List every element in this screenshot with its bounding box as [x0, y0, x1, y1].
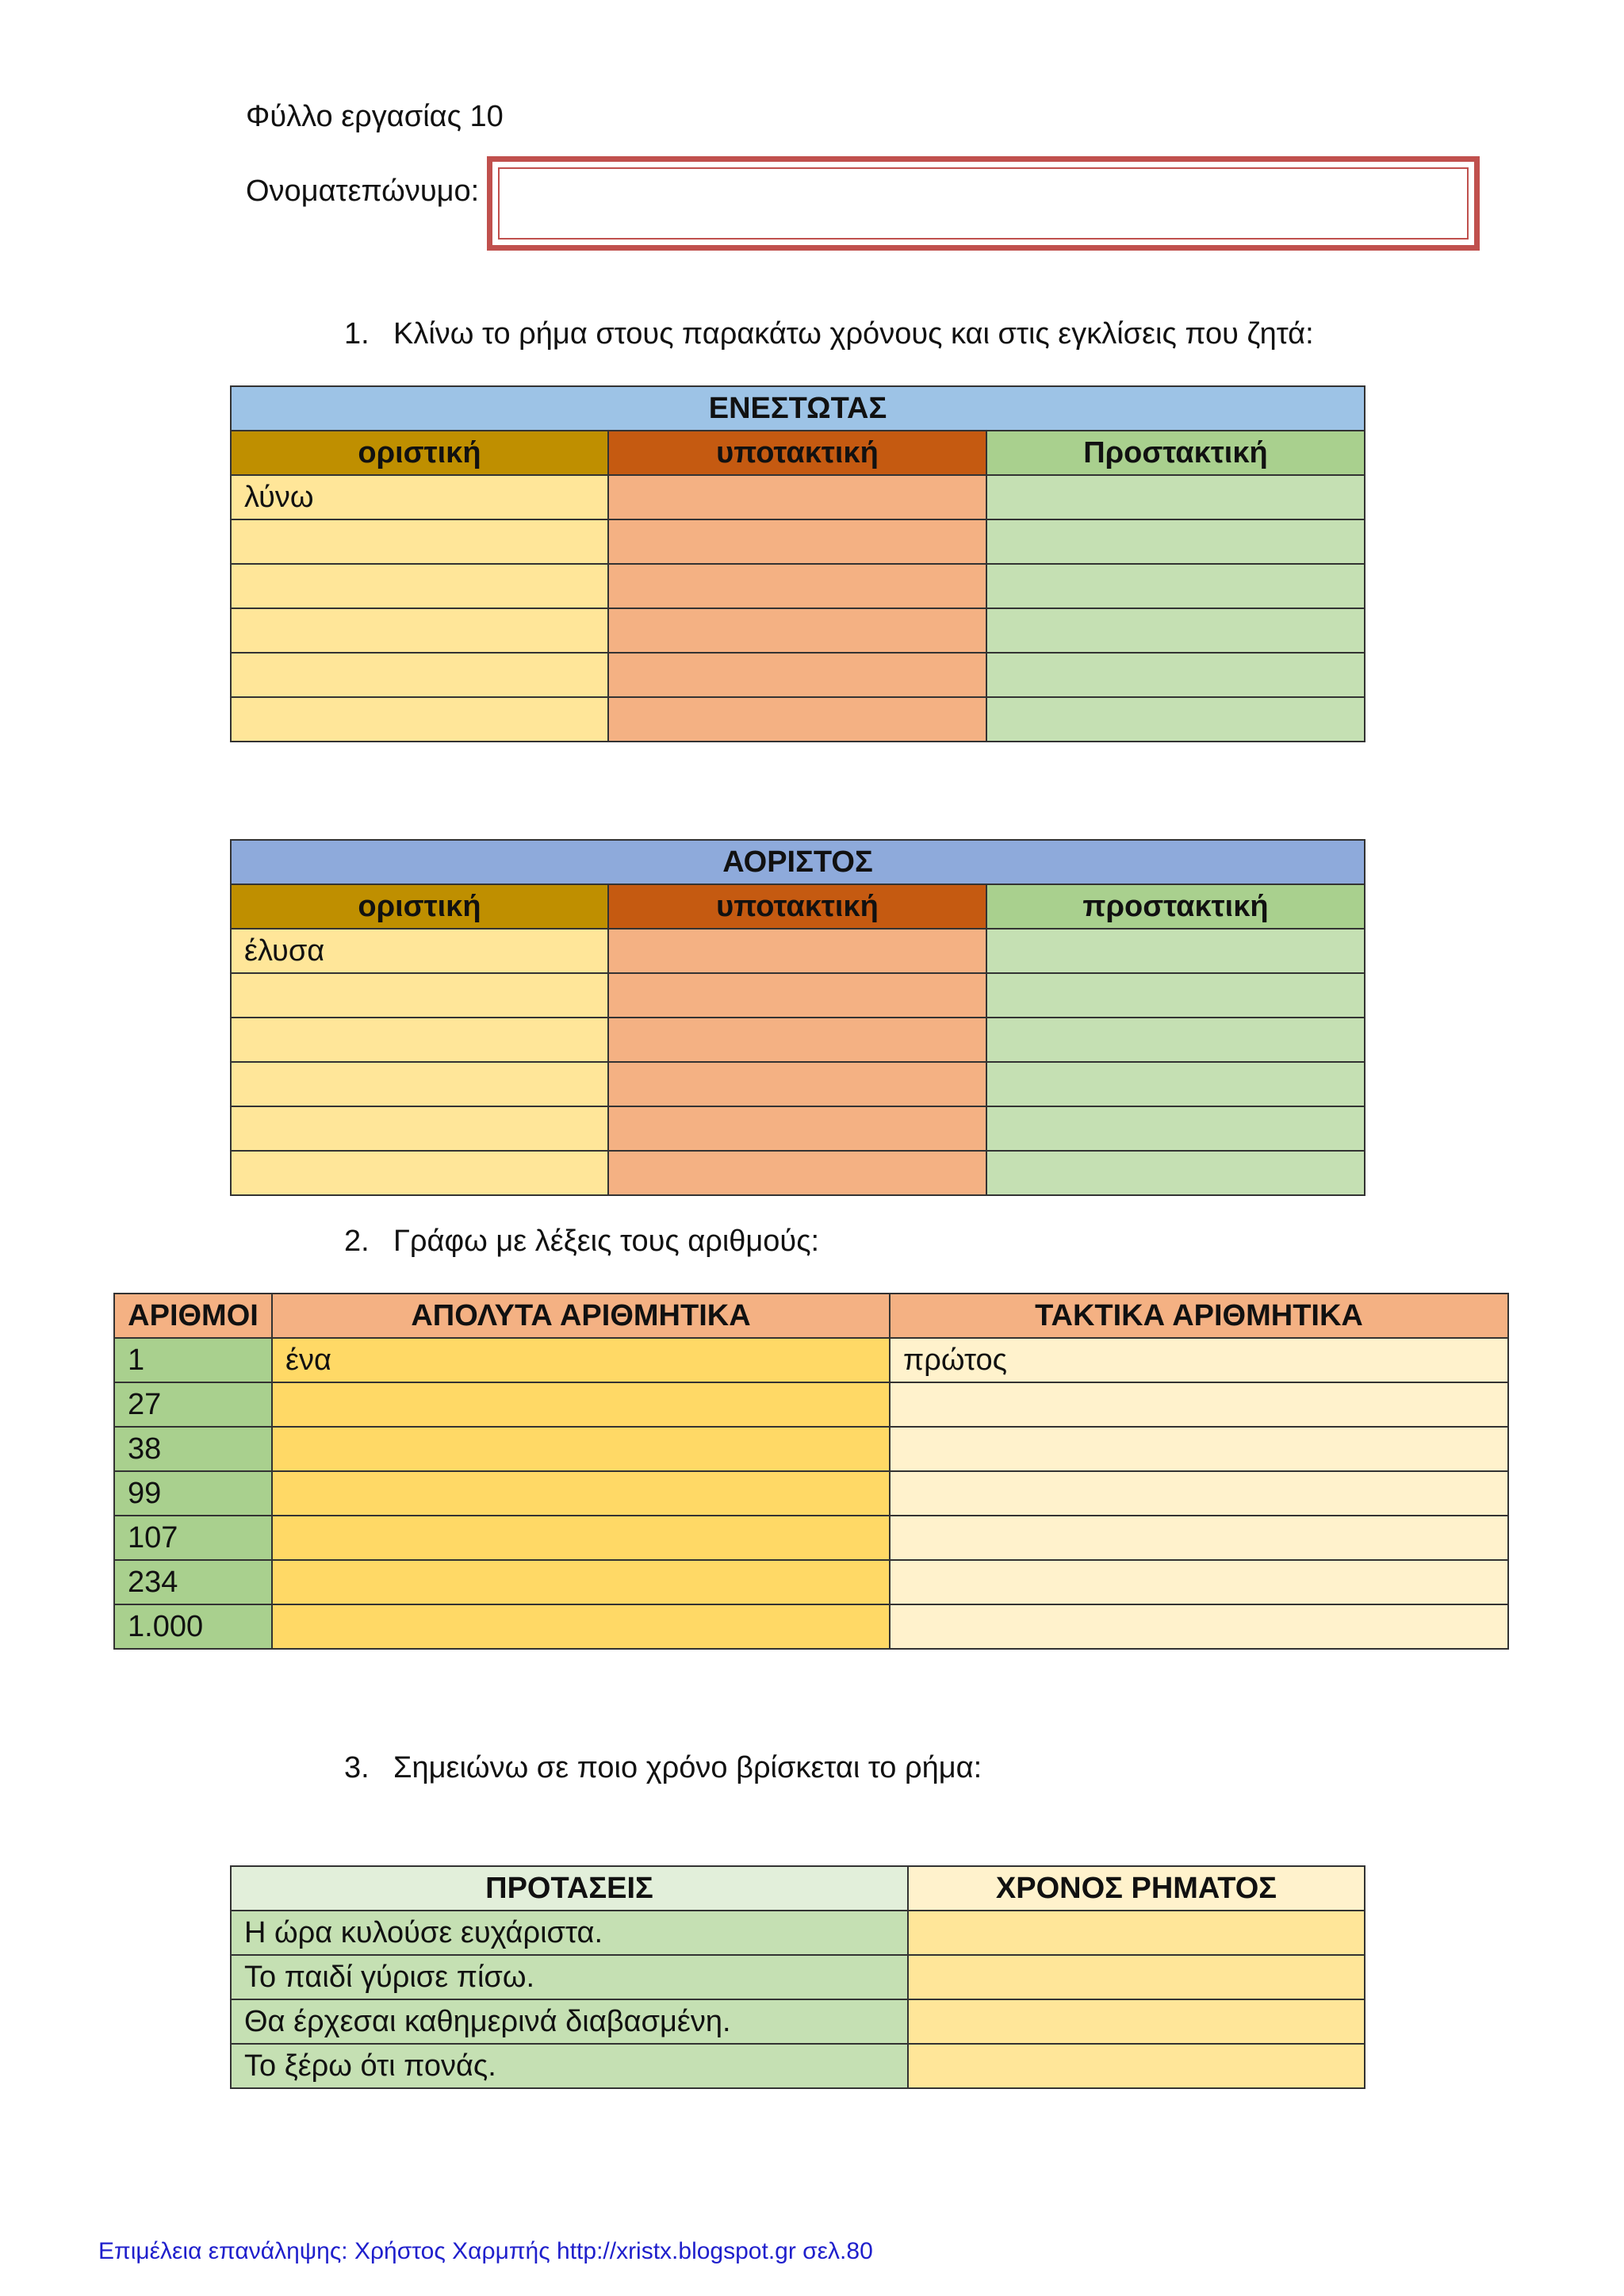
column-header: οριστική	[231, 431, 608, 475]
answer-cell[interactable]	[986, 475, 1365, 519]
table-row	[231, 2044, 1365, 2088]
answer-cell[interactable]	[231, 1018, 608, 1062]
answer-cell[interactable]	[608, 475, 986, 519]
answer-cell[interactable]	[986, 1062, 1365, 1106]
answer-cell[interactable]	[231, 608, 608, 653]
answer-cell[interactable]	[986, 697, 1365, 742]
answer-cell[interactable]	[231, 1151, 608, 1195]
answer-cell[interactable]	[231, 1062, 608, 1106]
answer-cell[interactable]	[608, 929, 986, 973]
table-row	[114, 1560, 1508, 1604]
answer-cell[interactable]	[608, 519, 986, 564]
column-header: Προστακτική	[986, 431, 1365, 475]
present-tense-table	[230, 385, 1365, 742]
answer-cell[interactable]	[608, 564, 986, 608]
answer-cell[interactable]	[890, 1604, 1508, 1649]
answer-cell[interactable]	[890, 1516, 1508, 1560]
answer-cell[interactable]	[608, 1062, 986, 1106]
q3-number: 3.	[344, 1751, 370, 1784]
table-row	[231, 1018, 1365, 1062]
answer-cell[interactable]: ένα	[272, 1338, 890, 1382]
q2-number: 2.	[344, 1225, 370, 1258]
column-header: ΑΠΟΛΥΤΑ ΑΡΙΘΜΗΤΙΚΑ	[272, 1294, 890, 1338]
table-row	[231, 1911, 1365, 1955]
table-row	[114, 1604, 1508, 1649]
answer-cell[interactable]	[608, 1018, 986, 1062]
column-header: ΑΡΙΘΜΟΙ	[114, 1294, 272, 1338]
table-row	[231, 653, 1365, 697]
number-cell: 1.000	[114, 1604, 272, 1649]
column-header: υποτακτική	[608, 884, 986, 929]
answer-cell[interactable]	[986, 1018, 1365, 1062]
answer-cell[interactable]	[272, 1560, 890, 1604]
table-row	[231, 475, 1365, 519]
answer-cell[interactable]	[231, 1106, 608, 1151]
answer-cell[interactable]	[608, 1106, 986, 1151]
answer-cell[interactable]	[986, 519, 1365, 564]
answer-cell[interactable]: λύνω	[231, 475, 608, 519]
answer-cell[interactable]: πρώτος	[890, 1338, 1508, 1382]
footer-credit: Επιμέλεια επανάληψης: Χρήστος Χαρμπής http://xristx.blogspot.gr σελ.80	[98, 2238, 873, 2264]
table-title-row	[231, 840, 1365, 884]
answer-cell[interactable]	[608, 653, 986, 697]
answer-cell[interactable]	[890, 1560, 1508, 1604]
column-header: οριστική	[231, 884, 608, 929]
q3-text: Σημειώνω σε ποιο χρόνο βρίσκεται το ρήμα:	[393, 1751, 982, 1784]
table-row	[114, 1382, 1508, 1427]
answer-cell[interactable]	[231, 653, 608, 697]
name-input-inner-border[interactable]	[498, 167, 1469, 240]
table-row	[114, 1471, 1508, 1516]
answer-cell[interactable]	[608, 697, 986, 742]
table-row	[231, 608, 1365, 653]
table-row	[114, 1427, 1508, 1471]
answer-cell[interactable]	[986, 608, 1365, 653]
answer-cell[interactable]	[272, 1427, 890, 1471]
q1-number: 1.	[344, 317, 370, 351]
answer-cell[interactable]	[231, 973, 608, 1018]
column-header: ΧΡΟΝΟΣ ΡΗΜΑΤΟΣ	[908, 1866, 1365, 1911]
table-row	[114, 1516, 1508, 1560]
table-row	[231, 929, 1365, 973]
answer-cell[interactable]	[272, 1604, 890, 1649]
answer-cell[interactable]: έλυσα	[231, 929, 608, 973]
table-title-row	[231, 386, 1365, 431]
answer-cell[interactable]	[608, 1151, 986, 1195]
column-header: ΤΑΚΤΙΚΑ ΑΡΙΘΜΗΤΙΚΑ	[890, 1294, 1508, 1338]
table-row	[231, 1999, 1365, 2044]
answer-cell[interactable]	[908, 1999, 1365, 2044]
sentence-cell: Το ξέρω ότι πονάς.	[231, 2044, 908, 2088]
table-row	[231, 564, 1365, 608]
table-title: ΕΝΕΣΤΩΤΑΣ	[231, 386, 1365, 431]
column-header: ΠΡΟΤΑΣΕΙΣ	[231, 1866, 908, 1911]
worksheet-title: Φύλλο εργασίας 10	[246, 100, 504, 133]
name-input-box[interactable]	[487, 156, 1480, 251]
table-header-row	[114, 1294, 1508, 1338]
answer-cell[interactable]	[986, 929, 1365, 973]
answer-cell[interactable]	[986, 653, 1365, 697]
answer-cell[interactable]	[890, 1427, 1508, 1471]
answer-cell[interactable]	[986, 973, 1365, 1018]
sentences-table	[230, 1865, 1365, 2089]
q2-text: Γράφω με λέξεις τους αριθμούς:	[393, 1225, 820, 1258]
answer-cell[interactable]	[272, 1516, 890, 1560]
table-row	[231, 697, 1365, 742]
table-row	[231, 973, 1365, 1018]
answer-cell[interactable]	[908, 1911, 1365, 1955]
column-header: προστακτική	[986, 884, 1365, 929]
name-label: Ονοματεπώνυμο:	[246, 174, 480, 208]
answer-cell[interactable]	[231, 564, 608, 608]
number-cell: 1	[114, 1338, 272, 1382]
number-cell: 107	[114, 1516, 272, 1560]
answer-cell[interactable]	[231, 519, 608, 564]
number-cell: 27	[114, 1382, 272, 1427]
table-header-row	[231, 1866, 1365, 1911]
answer-cell[interactable]	[986, 564, 1365, 608]
answer-cell[interactable]	[986, 1151, 1365, 1195]
number-cell: 234	[114, 1560, 272, 1604]
answer-cell[interactable]	[908, 2044, 1365, 2088]
table-row	[114, 1338, 1508, 1382]
answer-cell[interactable]	[908, 1955, 1365, 1999]
answer-cell[interactable]	[890, 1471, 1508, 1516]
number-cell: 38	[114, 1427, 272, 1471]
table-row	[231, 1062, 1365, 1106]
q1-text: Κλίνω το ρήμα στους παρακάτω χρόνους και στις εγκλίσεις που ζητά:	[393, 317, 1314, 351]
answer-cell[interactable]	[272, 1382, 890, 1427]
aorist-tense-table	[230, 839, 1365, 1196]
table-row	[231, 1106, 1365, 1151]
table-header-row	[231, 884, 1365, 929]
column-header: υποτακτική	[608, 431, 986, 475]
answer-cell[interactable]	[272, 1471, 890, 1516]
number-cell: 99	[114, 1471, 272, 1516]
table-row	[231, 1955, 1365, 1999]
sentence-cell: Θα έρχεσαι καθημερινά διαβασμένη.	[231, 1999, 908, 2044]
numbers-table	[113, 1293, 1509, 1650]
sentence-cell: Το παιδί γύρισε πίσω.	[231, 1955, 908, 1999]
answer-cell[interactable]	[890, 1382, 1508, 1427]
sentence-cell: Η ώρα κυλούσε ευχάριστα.	[231, 1911, 908, 1955]
answer-cell[interactable]	[608, 608, 986, 653]
answer-cell[interactable]	[608, 973, 986, 1018]
answer-cell[interactable]	[986, 1106, 1365, 1151]
answer-cell[interactable]	[231, 697, 608, 742]
table-title: ΑΟΡΙΣΤΟΣ	[231, 840, 1365, 884]
table-header-row	[231, 431, 1365, 475]
table-row	[231, 519, 1365, 564]
table-row	[231, 1151, 1365, 1195]
